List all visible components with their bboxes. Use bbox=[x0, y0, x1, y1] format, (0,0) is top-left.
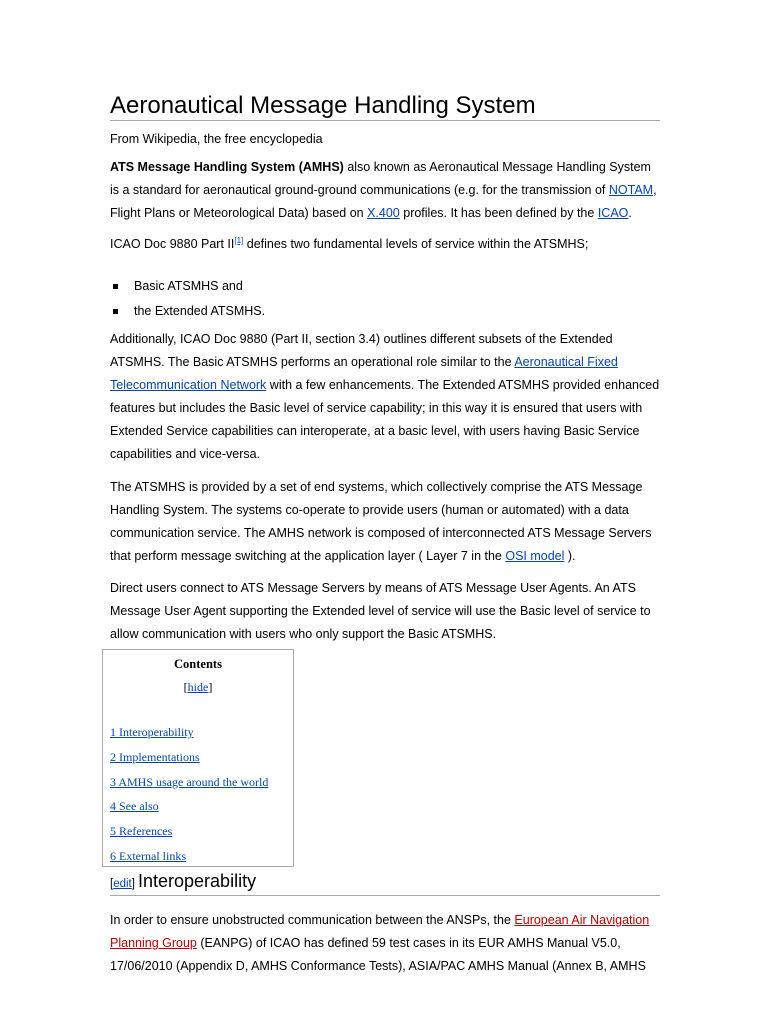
list-item bbox=[110, 274, 265, 299]
intro-text-4: . bbox=[628, 206, 632, 220]
bullet-square-icon bbox=[113, 309, 118, 314]
toc-link-implementations[interactable]: 2 Implementations bbox=[110, 749, 200, 764]
interop-paragraph bbox=[110, 909, 660, 978]
toc-item bbox=[110, 794, 268, 819]
intro-bold-term: ATS Message Handling System (AMHS) bbox=[110, 160, 344, 174]
link-afn[interactable]: Aeronautical Fixed Telecommunication Network bbox=[110, 355, 618, 392]
page-title: Aeronautical Message Handling System bbox=[110, 91, 660, 121]
section-heading-interoperability bbox=[110, 869, 660, 896]
link-icao[interactable]: ICAO bbox=[597, 206, 629, 220]
toc-link-amhs-usage[interactable]: 3 AMHS usage around the world bbox=[110, 774, 269, 789]
toc-bracket-open: [ bbox=[183, 680, 188, 694]
additional-text-1: Additionally, ICAO Doc 9880 (Part II, section 3.4) outlines different subsets of the Extended ATSMHS. The Basic ATSMHS performs an operational role similar to the bbox=[110, 332, 613, 369]
toc-item bbox=[110, 819, 268, 844]
toc-link-see-also[interactable]: 4 See also bbox=[110, 799, 159, 814]
section-edit bbox=[110, 878, 135, 890]
toc-link-references[interactable]: 5 References bbox=[110, 824, 173, 839]
toc-hide-toggle bbox=[103, 680, 293, 695]
edit-link[interactable]: edit bbox=[113, 878, 132, 890]
provided-paragraph bbox=[110, 476, 660, 568]
interop-text-2: (EANPG) of ICAO has defined 59 test cases in its EUR AMHS Manual V5.0, 17/06/2010 (Appendix D, AMHS Conformance Tests), ASIA/PAC AMHS Manual (Annex B, AMHS bbox=[110, 936, 646, 973]
additional-text-2: with a few enhancements. The Extended ATSMHS provided enhanced features but includes the Basic level of service capability; in this way it is ensured that users with Extended Service capabilities can interoperate, at a basic level, with users having Basic Service capabilities and vice-versa. bbox=[110, 378, 660, 461]
toc-item bbox=[110, 745, 268, 770]
toc-item bbox=[110, 770, 268, 795]
toc-link-external-links[interactable]: 6 External links bbox=[110, 848, 186, 863]
link-x400[interactable]: X.400 bbox=[367, 206, 400, 220]
toc-link-interoperability[interactable]: 1 Interoperability bbox=[110, 725, 194, 739]
doc-paragraph bbox=[110, 233, 660, 256]
link-eanpg[interactable]: European Air Navigation Planning Group bbox=[110, 913, 650, 950]
interop-text-1: In order to ensure unobstructed communication between the ANSPs, the bbox=[110, 913, 515, 927]
list-item-label: the Extended ATSMHS. bbox=[134, 304, 266, 318]
service-levels-list bbox=[110, 274, 265, 324]
edit-bracket-close: ] bbox=[131, 878, 135, 890]
table-of-contents bbox=[102, 649, 294, 867]
toc-hide-link[interactable]: hide bbox=[187, 680, 209, 694]
section-title: Interoperability bbox=[138, 871, 257, 891]
intro-paragraph bbox=[110, 156, 660, 225]
link-notam[interactable]: NOTAM bbox=[608, 183, 654, 197]
toc-item bbox=[110, 844, 268, 869]
list-item bbox=[110, 299, 265, 324]
link-osi-model[interactable]: OSI model bbox=[505, 549, 565, 563]
intro-text-2: , Flight Plans or Meteorological Data) based on bbox=[110, 183, 657, 220]
doc-text-1: ICAO Doc 9880 Part II bbox=[110, 237, 235, 251]
edit-bracket-open: [ bbox=[110, 878, 114, 890]
intro-text-1: also known as Aeronautical Message Handling System is a standard for aeronautical ground-ground communications (e.g. for the transmission of bbox=[110, 160, 651, 197]
toc-title: Contents bbox=[174, 657, 222, 671]
provided-text-1: The ATSMHS is provided by a set of end systems, which collectively comprise the ATS Message Handling System. The systems co-operate to provide users (human or automated) with a data communication service. The AMHS network is composed of interconnected ATS Message Servers that perform message switching at the application layer ( Layer 7 in the bbox=[110, 480, 652, 563]
reference-link-1[interactable]: [1] bbox=[234, 235, 244, 245]
toc-list bbox=[110, 720, 268, 869]
additional-paragraph bbox=[110, 328, 660, 466]
bullet-square-icon bbox=[113, 284, 118, 289]
site-subtitle: From Wikipedia, the free encyclopedia bbox=[110, 132, 323, 146]
provided-text-2: ). bbox=[564, 549, 576, 563]
doc-text-2: defines two fundamental levels of service within the ATSMHS; bbox=[243, 237, 589, 251]
direct-paragraph: Direct users connect to ATS Message Servers by means of ATS Message User Agents. An ATS Message User Agent supporting the Extended level of service will use the Basic level of service to allow communication with users who only support the Basic ATSMHS. bbox=[110, 581, 651, 641]
toc-item bbox=[110, 720, 268, 745]
list-item-label: Basic ATSMHS and bbox=[134, 279, 243, 293]
intro-text-3: profiles. It has been defined by the bbox=[399, 206, 598, 220]
toc-bracket-close: ] bbox=[208, 680, 213, 694]
